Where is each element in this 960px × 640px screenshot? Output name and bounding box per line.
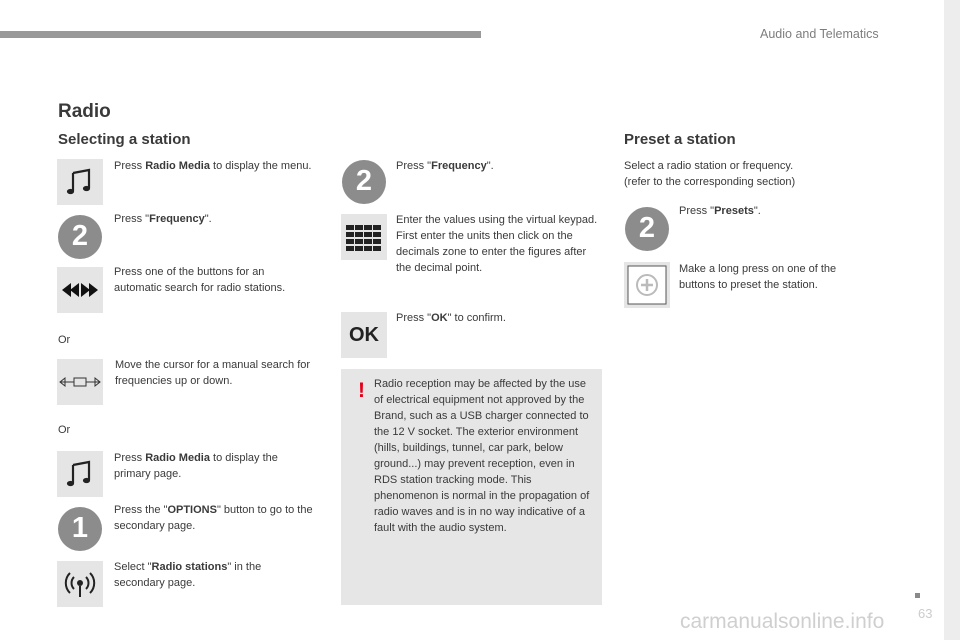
music-note-icon (57, 159, 103, 205)
selecting-step1: Press Radio Media to display the menu. (114, 160, 312, 172)
preset-heading: Preset a station (624, 131, 736, 148)
watermark: carmanualsonline.info (680, 610, 885, 633)
selecting-step7: Select "Radio stations" in the secondary page. (114, 561, 262, 589)
step-badge-2-middle-label: 2 (355, 165, 373, 197)
selecting-heading: Selecting a station (58, 131, 191, 148)
step-badge-1-label: 1 (71, 512, 89, 544)
section-header-title: Audio and Telematics (760, 27, 879, 41)
middle-step2-line2: First enter the units then click on the decimals zone to enter the figures after the decimal point. (396, 230, 587, 274)
selecting-step6: Press the "OPTIONS" button to go to the secondary page. (114, 504, 313, 532)
preset-step1: Press "Presets". (679, 205, 761, 217)
step-badge-2 (57, 214, 103, 260)
selecting-step2: Press "Frequency". (114, 213, 212, 225)
preset-intro-line1: Select a radio station or frequency. (624, 160, 794, 172)
middle-step2 (396, 212, 601, 276)
slider-cursor-icon (57, 359, 103, 405)
ok-icon-label: OK (349, 324, 379, 346)
music-note-icon (57, 451, 103, 497)
or-separator-1: Or (58, 334, 71, 346)
middle-step3: Press "OK" to confirm. (396, 312, 506, 324)
add-preset-icon (624, 262, 670, 308)
preset-step2: Make a long press on one of the buttons to preset the station. (679, 263, 837, 291)
middle-step2-line1: Enter the values using the virtual keypad. (396, 214, 598, 226)
keypad-icon (341, 214, 387, 260)
step-badge-2-preset (624, 206, 670, 252)
step-badge-2-label: 2 (71, 220, 89, 252)
preset-intro-line2: (refer to the corresponding section) (624, 176, 796, 188)
selecting-step3: Press one of the buttons for an automatic search for radio stations. (114, 266, 286, 294)
warning-text: Radio reception may be affected by the use of electrical equipment not approved by the Brand, such as a USB charger connected to the 12 V socket. The exterior environment (hills, buildings, tunnel, car park, below ground...) may prevent reception, even in RDS station tracking mode. This phenomenon is normal in the propagation of radio waves and is in no way indicative of a fault with the audio system. (374, 378, 590, 534)
page-marker (915, 593, 920, 598)
preset-intro (624, 158, 844, 190)
step-badge-2-middle (341, 159, 387, 205)
warning-icon: ! (358, 379, 365, 402)
side-strip (944, 0, 960, 640)
selecting-step5: Press Radio Media to display the primary page. (114, 452, 278, 480)
page-title: Radio (58, 101, 111, 122)
seek-arrows-icon (57, 267, 103, 313)
middle-step1: Press "Frequency". (396, 160, 494, 172)
step-badge-2-preset-label: 2 (638, 212, 656, 244)
page-number: 63 (918, 606, 933, 621)
warning-panel (341, 369, 602, 605)
ok-button-icon (341, 312, 387, 358)
header-bar (0, 31, 481, 38)
selecting-step4: Move the cursor for a manual search for frequencies up or down. (115, 359, 311, 387)
or-separator-2: Or (58, 424, 71, 436)
step-badge-1 (57, 506, 103, 552)
radio-waves-icon (57, 561, 103, 607)
